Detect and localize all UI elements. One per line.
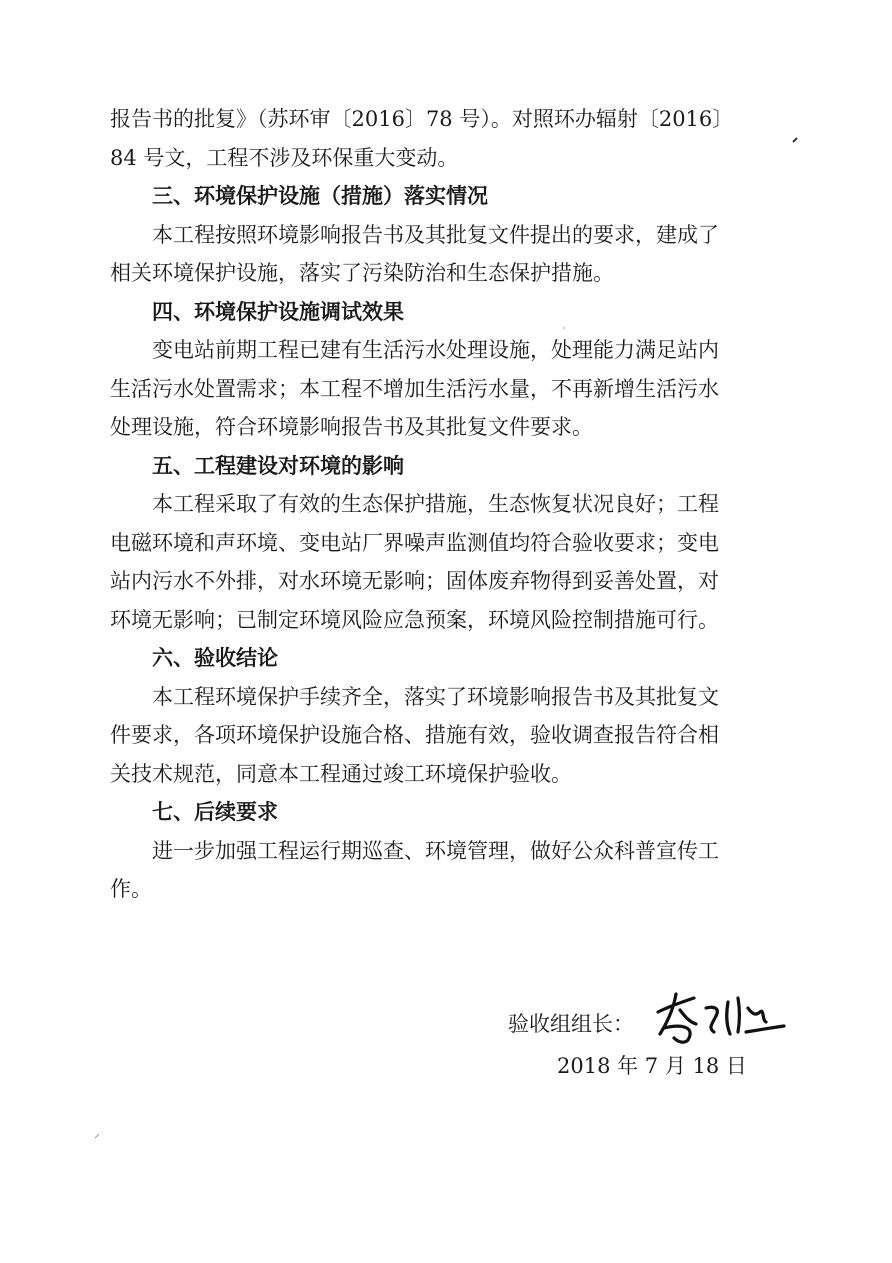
section-heading-3: 三、环境保护设施（措施）落实情况: [152, 183, 488, 208]
body-line: 关技术规范，同意本工程通过竣工环境保护验收。: [110, 761, 572, 786]
body-line: 生活污水处置需求；本工程不增加生活污水量，不再新增生活污水: [110, 376, 719, 401]
section-heading-4: 四、环境保护设施调试效果: [152, 298, 404, 324]
body-line: 作。: [110, 877, 152, 901]
document-date: 2018 年 7 月 18 日: [557, 1054, 747, 1078]
body-line: 处理设施，符合环境影响报告书及其批复文件要求。: [110, 415, 593, 439]
signature-label: 验收组组长：: [508, 1012, 634, 1036]
section-heading-6: 六、验收结论: [152, 645, 278, 670]
body-line: 进一步加强工程运行期巡查、环境管理，做好公众科普宣传工: [152, 838, 719, 863]
body-line: 报告书的批复》（苏环审〔2016〕78 号）。对照环办辐射〔2016〕: [110, 107, 734, 131]
body-line: 站内污水不外排，对水环境无影响；固体废弃物得到妥善处置，对: [110, 569, 719, 593]
body-line: 电磁环境和声环境、变电站厂界噪声监测值均符合验收要求；变电: [110, 530, 719, 555]
body-line: 变电站前期工程已建有生活污水处理设施，处理能力满足站内: [152, 338, 719, 362]
body-line: 环境无影响；已制定环境风险应急预案，环境风险控制措施可行。: [110, 607, 719, 632]
section-heading-7: 七、后续要求: [152, 799, 278, 824]
body-line: 件要求，各项环境保护设施合格、措施有效，验收调查报告符合相: [110, 723, 719, 747]
body-line: 本工程按照环境影响报告书及其批复文件提出的要求，建成了: [152, 222, 719, 247]
body-line: 相关环境保护设施，落实了污染防治和生态保护措施。: [110, 261, 614, 285]
body-line: 本工程采取了有效的生态保护措施，生态恢复状况良好；工程: [152, 492, 719, 516]
body-line: 本工程环境保护手续齐全，落实了环境影响报告书及其批复文: [152, 684, 719, 709]
section-heading-5: 五、工程建设对环境的影响: [152, 452, 404, 478]
body-line: 84 号文，工程不涉及环保重大变动。: [110, 145, 459, 170]
